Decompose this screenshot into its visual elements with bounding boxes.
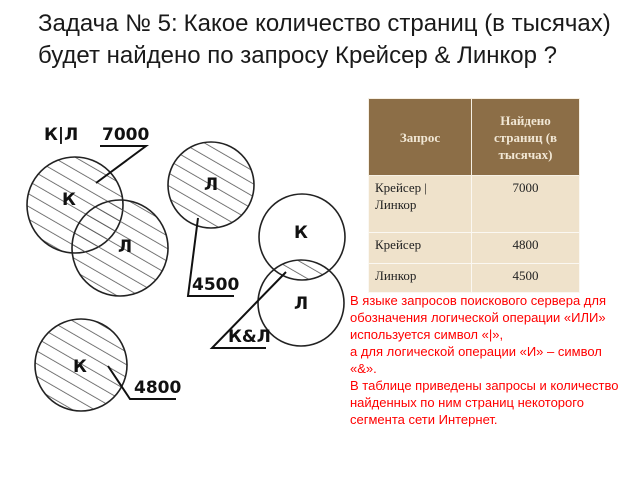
intersect-letter-l: Л <box>294 294 309 314</box>
query-table <box>368 98 580 293</box>
cell-count: 7000 <box>472 176 580 233</box>
task-number: Задача № 5: <box>38 10 178 37</box>
intersect-letter-k: К <box>294 223 308 243</box>
union-label: К|Л <box>44 125 79 145</box>
cell-query: Крейсер <box>369 233 472 264</box>
union-leader-line <box>96 146 146 183</box>
note-line-and: а для логической операции «И» – символ «&». <box>350 344 602 376</box>
note-line-table: В таблице приведены запросы и количество найденных по ним страниц некоторого сегмента сети Интернет. <box>350 378 619 427</box>
table-row <box>369 176 580 233</box>
cell-query: Крейсер | Линкор <box>369 176 472 233</box>
single-l-letter: Л <box>204 175 219 195</box>
task-question: Какое количество страниц (в тысячах) будет найдено по запросу Крейсер & Линкор ? <box>38 10 611 69</box>
intersect-label: К&Л <box>228 327 271 347</box>
explanation-note <box>350 292 620 480</box>
note-line-or: В языке запросов поискового сервера для обозначения логической операции «ИЛИ» используется символ «|», <box>350 293 607 342</box>
header-query: Запрос <box>369 99 472 176</box>
union-letter-k: К <box>62 190 76 210</box>
single-k-value: 4800 <box>134 378 182 398</box>
union-letter-l: Л <box>118 237 133 257</box>
single-k-letter: К <box>73 357 87 377</box>
union-value: 7000 <box>102 125 150 145</box>
header-count: Найдено страниц (в тысячах) <box>472 99 580 176</box>
table-row <box>369 264 580 293</box>
table-row <box>369 233 580 264</box>
table-header-row <box>369 99 580 176</box>
cell-count: 4500 <box>472 264 580 293</box>
single-l-value: 4500 <box>192 275 240 295</box>
cell-query: Линкор <box>369 264 472 293</box>
cell-count: 4800 <box>472 233 580 264</box>
